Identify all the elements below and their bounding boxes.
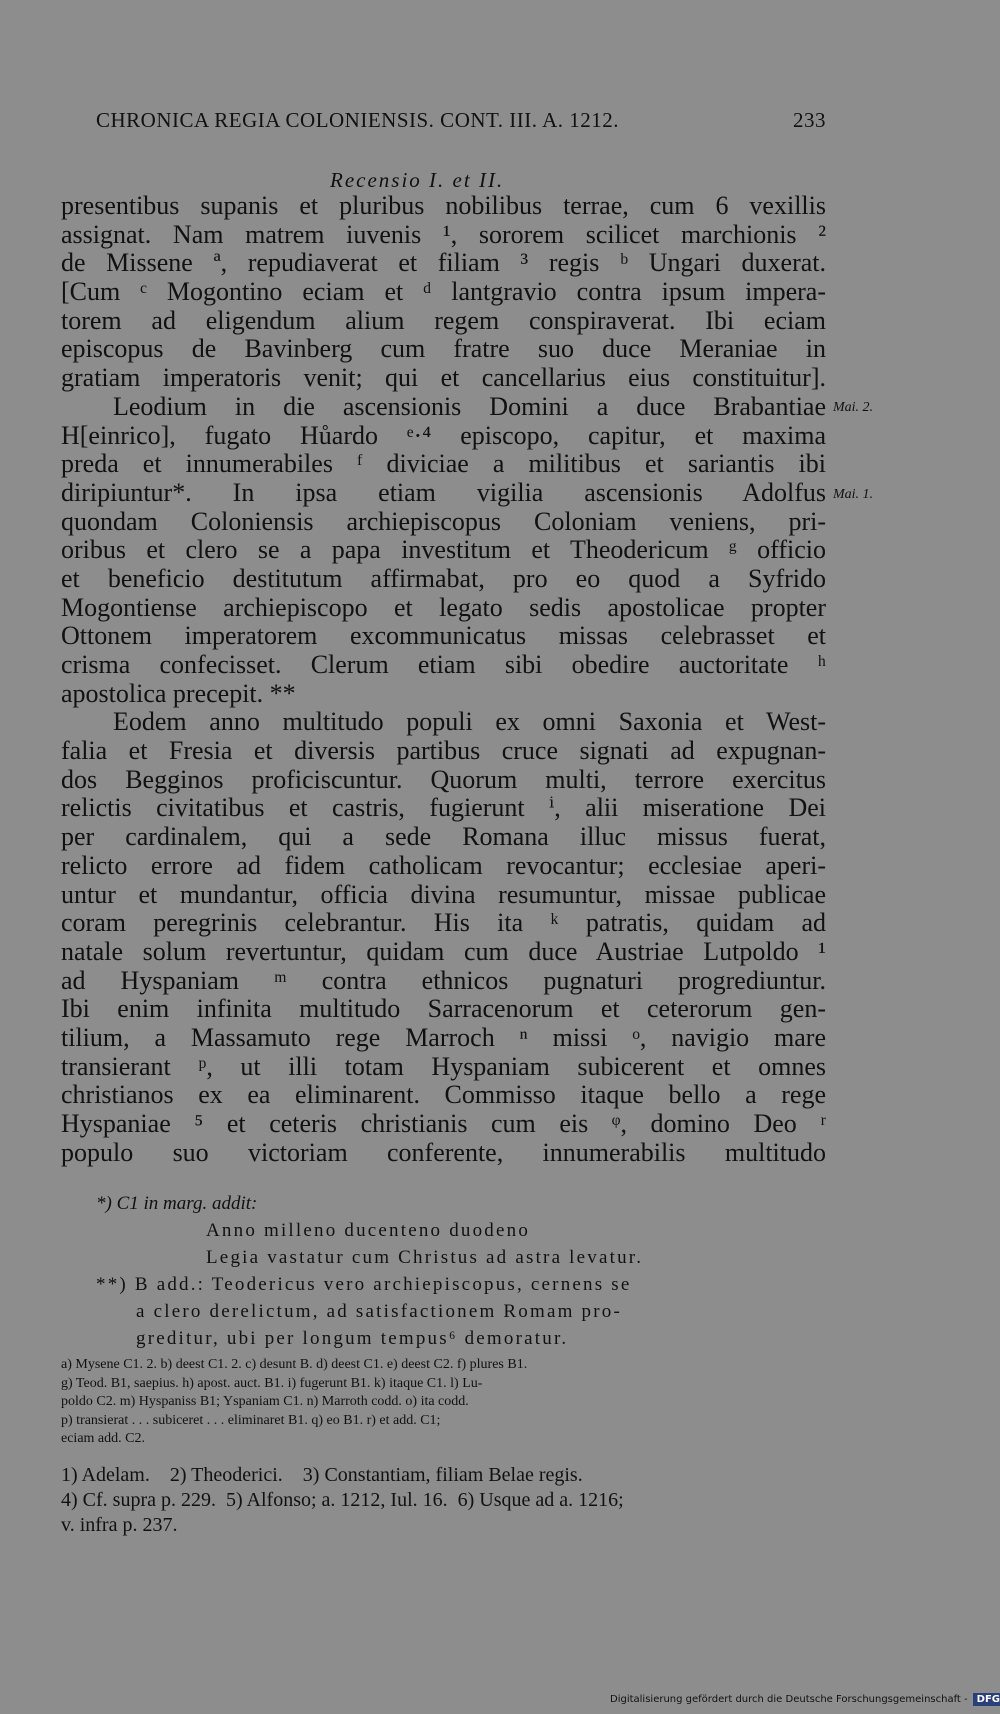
footnote-line: Legia vastatur cum Christus ad astra levatur. xyxy=(206,1247,644,1268)
text-line: episcopus de Bavinberg cum fratre suo duce Meraniae in xyxy=(61,334,826,364)
text-line: natale solum revertuntur, quidam cum duce Austriae Lutpoldo ¹ xyxy=(61,936,826,966)
text-line: et beneficio destitutum affirmabat, pro eo quod a Syfrido xyxy=(61,563,826,593)
recension-label: Recensio I. et II. xyxy=(330,168,505,192)
text-line: diripiuntur*. In ipsa etiam vigilia ascensionis Adolfus xyxy=(61,477,826,507)
historical-notes xyxy=(61,1463,831,1538)
text-line: populo suo victoriam conferente, innumerabilis multitudo xyxy=(61,1137,826,1167)
text-line: coram peregrinis celebrantur. His ita ᵏ patratis, quidam ad xyxy=(61,908,826,938)
dfg-logo: DFG xyxy=(973,1693,1000,1706)
text-line: oribus et clero se a papa investitum et Theodericum ᵍ officio xyxy=(61,535,826,565)
text-line: relictis civitatibus et castris, fugierunt ⁱ, alii miseratione Dei xyxy=(61,793,826,823)
note-line: v. infra p. 237. xyxy=(61,1514,178,1536)
page-number: 233 xyxy=(793,108,826,132)
text-line: [Cum ᶜ Mogontino eciam et ᵈ lantgravio contra ipsum impera- xyxy=(61,277,826,307)
text-line: de Missene ª, repudiaverat et filiam ³ regis ᵇ Ungari duxerat. xyxy=(61,248,826,278)
header-title: CHRONICA REGIA COLONIENSIS. CONT. III. A. 1212. xyxy=(96,108,620,132)
apparatus-line: a) Mysene C1. 2. b) deest C1. 2. c) desunt B. d) deest C1. e) deest C2. f) plures B1. xyxy=(61,1357,528,1372)
text-line: Hyspaniae ⁵ et ceteris christianis cum eis ᵠ, domino Deo ʳ xyxy=(61,1109,826,1138)
text-line: quondam Coloniensis archiepiscopus Coloniam veniens, pri- xyxy=(61,506,826,536)
footnote-line: **) B add.: Teodericus vero archiepiscopus, cernens se xyxy=(96,1274,632,1295)
critical-apparatus xyxy=(61,1356,831,1449)
main-text xyxy=(61,192,826,1167)
text-line: Ottonem imperatorem excommunicatus missas celebrasset et xyxy=(61,621,826,651)
footnote-line: greditur, ubi per longum tempus⁶ demoratur. xyxy=(136,1328,569,1349)
text-line: assignat. Nam matrem iuvenis ¹, sororem scilicet marchionis ² xyxy=(61,219,826,249)
text-line: preda et innumerabiles ᶠ diviciae a militibus et sariantis ibi xyxy=(61,449,826,479)
text-line: relicto errore ad fidem catholicam revocantur; ecclesiae aperi- xyxy=(61,850,826,880)
text-line: per cardinalem, qui a sede Romana illuc missus fuerat, xyxy=(61,822,826,852)
text-line: ad Hyspaniam ᵐ contra ethnicos pugnaturi progrediuntur. xyxy=(61,965,826,995)
text-line: Leodium in die ascensionis Domini a duce Brabantiae xyxy=(113,391,826,421)
text-line: apostolica precepit. ** xyxy=(61,678,296,708)
note-line: 1) Adelam. 2) Theoderici. 3) Constantiam, filiam Belae regis. xyxy=(61,1464,583,1486)
text-line: Ibi enim infinita multitudo Sarracenorum et ceterorum gen- xyxy=(61,994,826,1024)
text-line: crisma confecisset. Clerum etiam sibi obedire auctoritate ʰ xyxy=(61,650,826,679)
footer-text: Digitalisierung gefördert durch die Deutsche Forschungsgemeinschaft - xyxy=(610,1694,968,1705)
text-line: H[einrico], fugato Hůardo ᵉ·⁴ episcopo, capitur, et maxima xyxy=(61,420,826,450)
running-header xyxy=(96,108,826,133)
star-footnotes xyxy=(96,1190,836,1352)
text-line: gratiam imperatoris venit; qui et cancellarius eius constituitur]. xyxy=(61,363,826,393)
apparatus-line: g) Teod. B1, saepius. h) apost. auct. B1. i) fugerunt B1. k) itaque C1. l) Lu- xyxy=(61,1375,483,1391)
text-line: dos Begginos proficiscuntur. Quorum multi, terrore exercitus xyxy=(61,764,826,794)
text-line: tilium, a Massamuto rege Marroch ⁿ missi ᵒ, navigio mare xyxy=(61,1022,826,1052)
margin-date-note: Mai. 2. xyxy=(833,400,874,415)
text-line: Mogontiense archiepiscopo et legato sedis apostolicae propter xyxy=(61,592,826,622)
apparatus-line: eciam add. C2. xyxy=(61,1431,145,1446)
text-line: Eodem anno multitudo populi ex omni Saxonia et West- xyxy=(113,707,826,737)
text-line: torem ad eligendum alium regem conspiraverat. Ibi eciam xyxy=(61,305,826,335)
text-line: presentibus supanis et pluribus nobilibus terrae, cum 6 vexillis xyxy=(61,191,826,220)
footnote-line: Anno milleno ducenteno duodeno xyxy=(206,1220,531,1241)
digitization-footer xyxy=(610,1693,1000,1706)
apparatus-line: p) transierat . . . subiceret . . . eliminaret B1. q) eo B1. r) et add. C1; xyxy=(61,1412,441,1428)
text-line: untur et mundantur, officia divina resumuntur, missae publicae xyxy=(61,879,826,909)
text-line: transierant ᵖ, ut illi totam Hyspaniam subicerent et omnes xyxy=(61,1051,826,1081)
text-line: christianos ex ea eliminarent. Commisso itaque bello a rege xyxy=(61,1080,826,1110)
margin-date-note: Mai. 1. xyxy=(833,487,874,502)
footnote-line: a clero derelictum, ad satisfactionem Romam pro- xyxy=(136,1301,622,1322)
text-line: falia et Fresia et diversis partibus cruce signati ad expugnan- xyxy=(61,736,826,766)
footnote-line: *) C1 in marg. addit: xyxy=(96,1193,258,1214)
note-line: 4) Cf. supra p. 229. 5) Alfonso; a. 1212, Iul. 16. 6) Usque ad a. 1216; xyxy=(61,1489,624,1511)
apparatus-line: poldo C2. m) Hyspaniss B1; Yspaniam C1. n) Marroth codd. o) ita codd. xyxy=(61,1394,469,1409)
